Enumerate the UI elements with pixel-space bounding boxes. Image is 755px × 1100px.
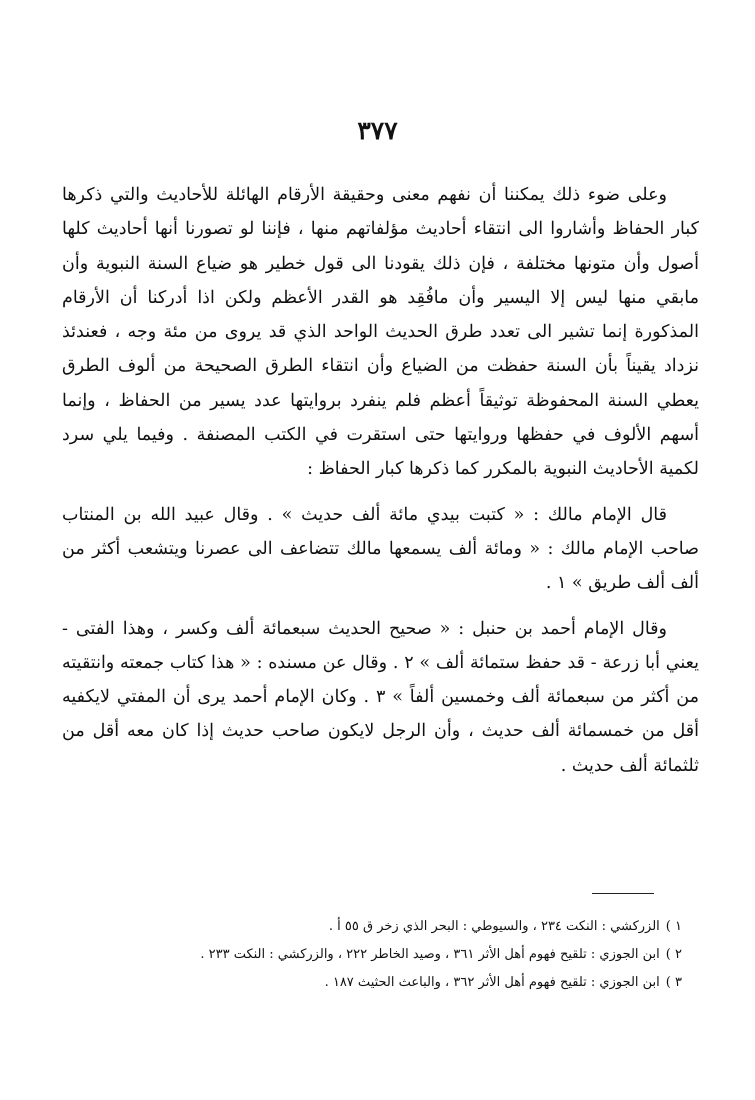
footnote-divider [592,893,654,894]
footnote-mark: ١ ) [665,919,682,934]
footnote-text: ابن الجوزي : تلقيح فهوم أهل الأثر ٣٦٢ ، والباعث الحثيث ١٨٧ . [324,975,660,990]
footnote-mark: ٣ ) [665,975,682,990]
footnote-item [62,969,682,997]
footnotes [62,913,682,997]
paragraph-imam-ahmad: وقال الإمام أحمد بن حنبل : « صحيح الحديث سبعمائة ألف وكسر ، وهذا الفتى - يعني أبا زرعة - قد حفظ ستمائة ألف » ٢ . وقال عن مسنده : « هذا كتاب جمعته وانتقيته من أكثر من سبعمائة ألف وخمسين ألفاً » ٣ . وكان الإمام أحمد يرى أن المفتي لايكفيه أقل من خمسمائة ألف حديث ، وأن الرجل لايكون صاحب حديث إذا كان معه أقل من ثلثمائة ألف حديث . [62,618,699,776]
footnote-text: الزركشي : النكت ٢٣٤ ، والسيوطي : البحر الذي زخر ق ٥٥ أ . [328,919,660,934]
paragraph-imam-malik: قال الإمام مالك : « كتبت بيدي مائة ألف حديث » . وقال عبيد الله بن المنتاب صاحب الإمام مالك : « ومائة ألف يسمعها مالك تتضاعف الى عصرنا ويتشعب أكثر من ألف ألف طريق » ١ . [62,504,699,594]
paragraph-intro: وعلى ضوء ذلك يمكننا أن نفهم معنى وحقيقة الأرقام الهائلة للأحاديث والتي ذكرها كبار الحفاظ وأشاروا الى انتقاء أحاديث مؤلفاتهم منها ، فإننا لو تصورنا أنها أحاديث كلها أصول وأن متونها مختلفة ، فإن ذلك يقودنا الى قول خطير هو ضياع السنة النبوية وأن مابقي منها ليس إلا اليسير وأن مافُقِد هو القدر الأعظم ولكن اذا أدركنا أن الأرقام المذكورة إنما تشير الى تعدد طرق الحديث الواحد الذي قد يروى من مئة وجه ، فعندئذ نزداد يقيناً بأن السنة حفظت من الضياع وأن انتقاء الطرق الصحيحة من ألوف الطرق يعطي السنة المحفوظة توثيقاً أعظم فلم ينفرد بروايتها عدد يسير من الحفاظ ، وإنما أسهم الألوف في حفظها وروايتها حتى استقرت في الكتب المصنفة . وفيما يلي سرد لكمية الأحاديث النبوية بالمكرر كما ذكرها كبار الحفاظ : [62,185,699,480]
footnote-text: ابن الجوزي : تلقيح فهوم أهل الأثر ٣٦١ ، وصيد الخاطر ٢٢٢ ، والزركشي : النكت ٢٣٣ . [200,947,660,962]
footnote-item [62,913,682,941]
footnote-item [62,941,682,969]
footnote-mark: ٢ ) [665,947,682,962]
page-number: ٣٧٧ [357,116,398,145]
main-text [62,178,699,783]
